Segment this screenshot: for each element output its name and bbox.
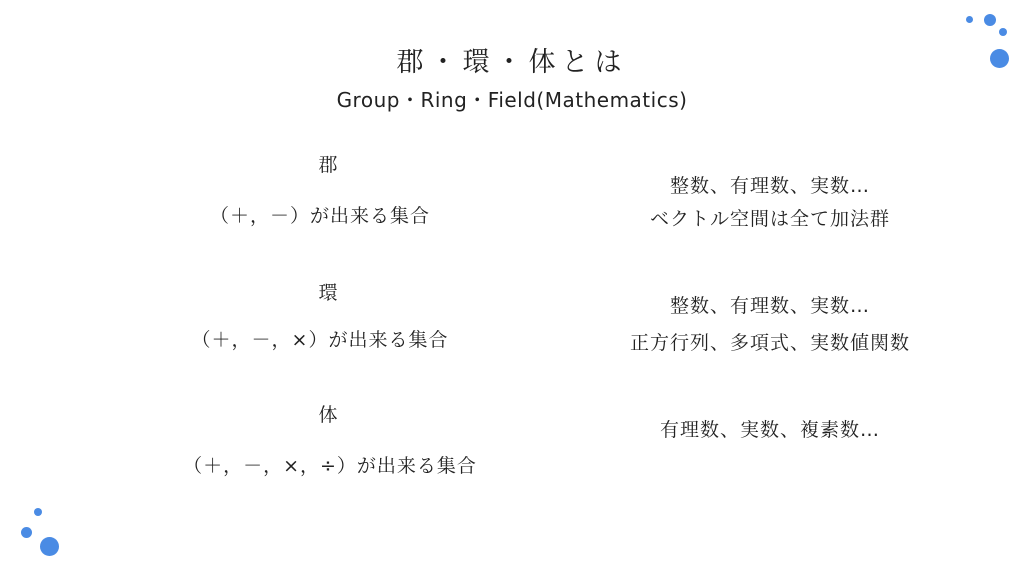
section-example-field-1: 有理数、実数、複素数… [659,419,880,441]
section-example-ring-2: 正方行列、多項式、実数値関数 [629,332,910,354]
page-title: 郡・環・体とは [396,47,628,78]
decor-dot [34,508,42,516]
section-example-ring-1: 整数、有理数、実数… [669,295,870,317]
section-term-group: 郡 [318,154,338,176]
section-term-ring: 環 [318,282,338,304]
section-example-group-2: ベクトル空間は全て加法群 [649,208,890,230]
page-subtitle: Group・Ring・Field(Mathematics) [336,88,688,112]
section-term-field: 体 [318,404,338,426]
section-definition-field: （＋，－，×，÷）が出来る集合 [183,455,477,477]
decor-dot [999,28,1007,36]
section-example-group-1: 整数、有理数、実数… [669,175,870,197]
section-definition-ring: （＋，－，×）が出来る集合 [191,329,449,351]
decor-dot [984,14,996,26]
decor-dot [40,537,59,556]
decor-dot [966,16,973,23]
section-definition-group: （＋，－）が出来る集合 [209,205,430,227]
decor-dot [21,527,32,538]
